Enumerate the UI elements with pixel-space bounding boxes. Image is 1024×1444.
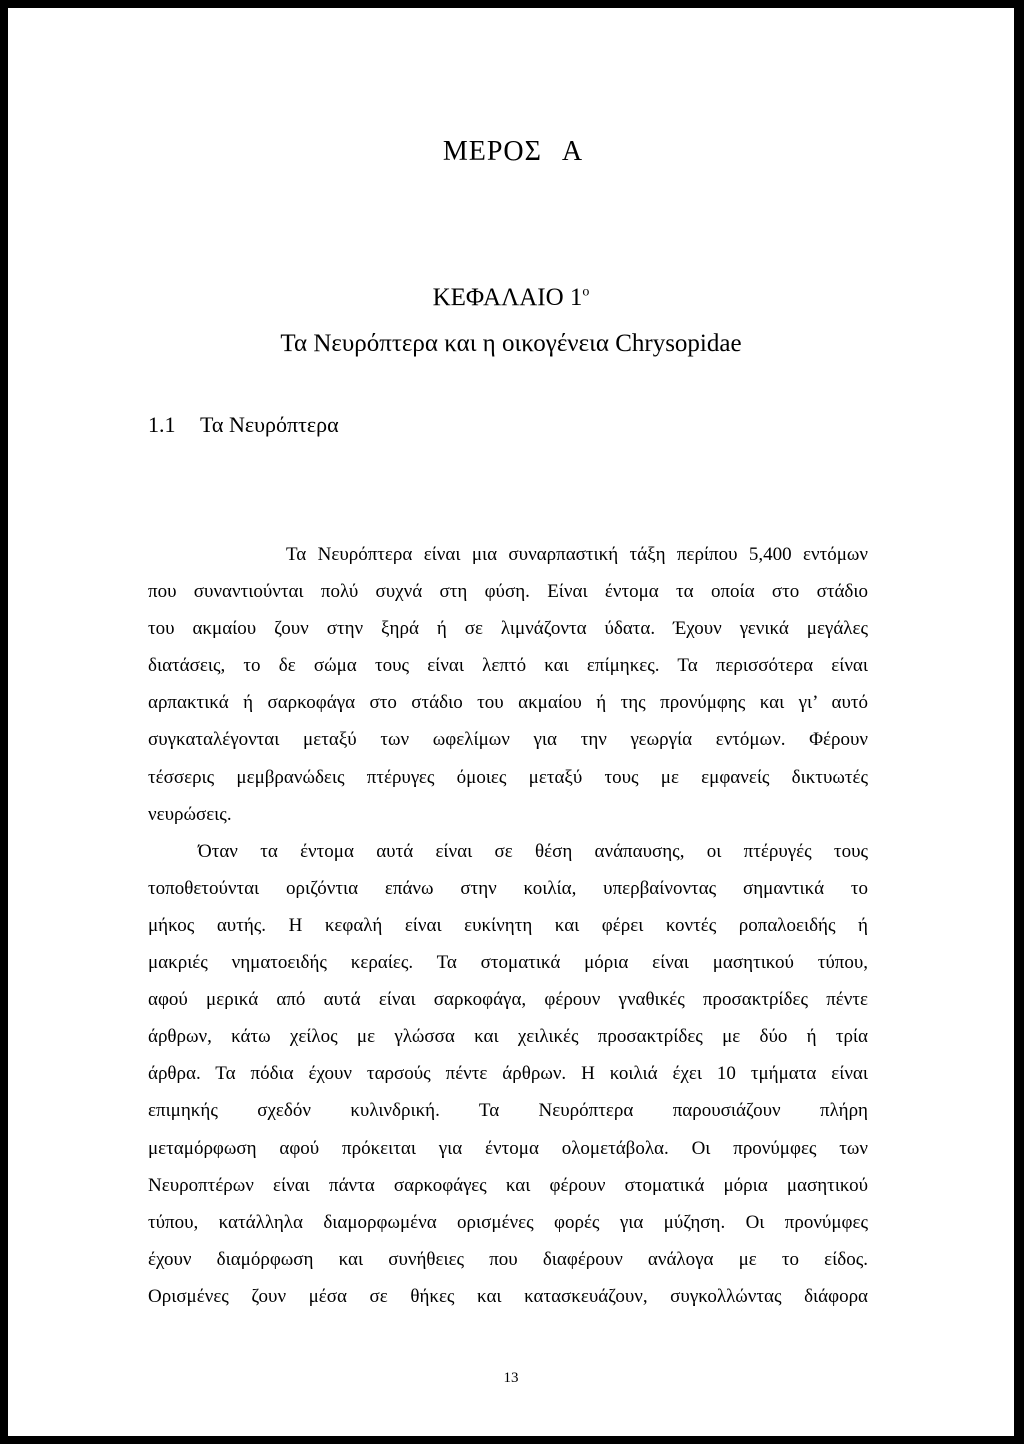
part-title <box>8 136 1014 168</box>
text-line: του ακμαίου ζουν στην ξηρά ή σε λιμνάζοντα ύδατα. Έχουν γενικά μεγάλες <box>148 618 868 640</box>
text-line: Τα Νευρόπτερα είναι μια συναρπαστική τάξη περίπου 5,400 εντόμων <box>286 544 868 565</box>
text-line: μακριές νηματοειδής κεραίες. Τα στοματικά μόρια είναι μασητικού τύπου, <box>148 952 868 974</box>
part-letter: Α <box>561 136 584 167</box>
part-label: ΜΕΡΟΣ <box>442 136 542 167</box>
text-line: συγκαταλέγονται μεταξύ των ωφελίμων για την γεωργία εντόμων. Φέρουν <box>148 729 868 751</box>
text-line: τύπου, κατάλληλα διαμορφωμένα ορισμένες φορές για μύζηση. Οι προνύμφες <box>148 1211 868 1233</box>
section-number: 1.1 <box>148 412 176 437</box>
text-line: νευρώσεις. <box>148 803 232 825</box>
body-text <box>148 536 868 1315</box>
text-line: επιμηκής σχεδόν κυλινδρική. Τα Νευρόπτερα παρουσιάζουν πλήρη <box>148 1100 868 1122</box>
text-line: μήκος αυτής. Η κεφαλή είναι ευκίνητη και φέρει κοντές ροπαλοειδής ή <box>148 914 868 936</box>
text-line: έχουν διαμόρφωση και συνήθειες που διαφέρουν ανάλογα με το είδος. <box>148 1248 868 1270</box>
text-line: αφού μερικά από αυτά είναι σαρκοφάγα, φέρουν γναθικές προσακτρίδες πέντε <box>148 989 868 1011</box>
text-line: άρθρα. Τα πόδια έχουν ταρσούς πέντε άρθρων. Η κοιλιά έχει 10 τμήματα είναι <box>148 1063 868 1085</box>
text-line: Όταν τα έντομα αυτά είναι σε θέση ανάπαυσης, οι πτέρυγές τους <box>198 840 868 862</box>
chapter-title-text: ΚΕΦΑΛΑΙΟ 1 <box>432 284 583 311</box>
page-number: 13 <box>503 1370 519 1386</box>
chapter-subtitle: Τα Νευρόπτερα και η οικογένεια Chrysopidae <box>280 330 742 357</box>
chapter-title-superscript: ο <box>582 284 590 300</box>
text-line: μεταμόρφωση αφού πρόκειται για έντομα ολομετάβολα. Οι προνύμφες των <box>148 1137 868 1159</box>
text-line: Νευροπτέρων είναι πάντα σαρκοφάγες και φέρουν στοματικά μόρια μασητικού <box>148 1174 868 1196</box>
text-line: άρθρων, κάτω χείλος με γλώσσα και χειλικές προσακτρίδες με δύο ή τρία <box>148 1026 868 1048</box>
document-page <box>8 8 1014 1436</box>
section-title: Τα Νευρόπτερα <box>200 412 339 437</box>
text-line: τέσσερις μεμβρανώδεις πτέρυγες όμοιες μεταξύ τους με εμφανείς δικτυωτές <box>148 766 868 788</box>
text-line: αρπακτικά ή σαρκοφάγα στο στάδιο του ακμαίου ή της προνύμφης και γι’ αυτό <box>148 692 868 714</box>
text-line: Ορισμένες ζουν μέσα σε θήκες και κατασκευάζουν, συγκολλώντας διάφορα <box>148 1285 868 1307</box>
section-heading <box>148 412 339 438</box>
text-line: διατάσεις, το δε σώμα τους είναι λεπτό και επίμηκες. Τα περισσότερα είναι <box>148 655 868 677</box>
text-line: τοποθετούνται οριζόντια επάνω στην κοιλία, υπερβαίνοντας σημαντικά το <box>148 877 868 899</box>
chapter-title <box>8 284 1014 312</box>
text-line: που συναντιούνται πολύ συχνά στη φύση. Είναι έντομα τα οποία στο στάδιο <box>148 581 868 603</box>
